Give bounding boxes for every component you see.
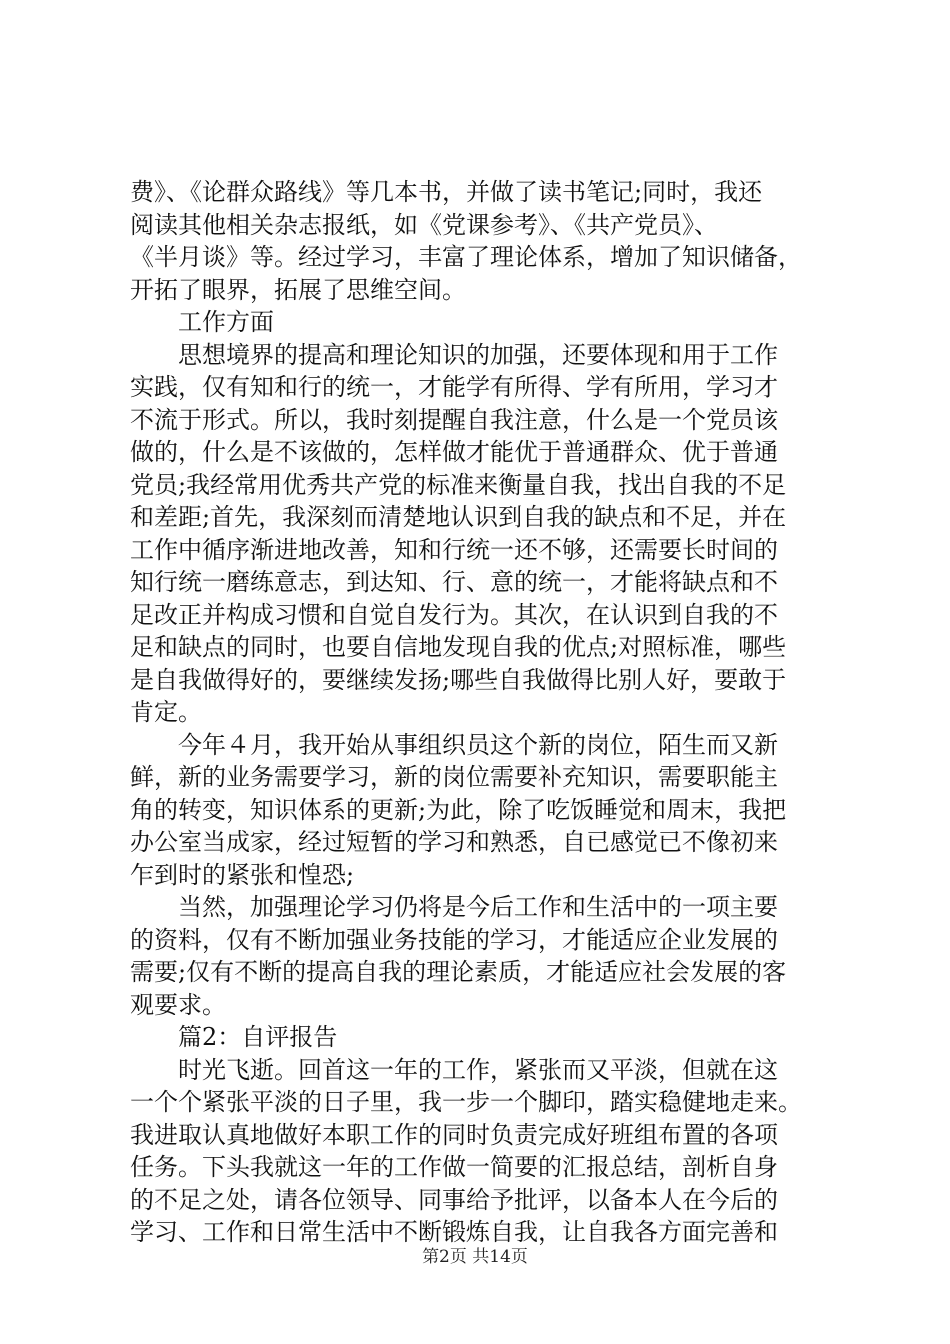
text-line: 鲜，新的业务需要学习，新的岗位需要补充知识，需要职能主 — [130, 763, 778, 791]
text-line: 不流于形式。所以，我时刻提醒自我注意，什么是一个党员该 — [130, 405, 778, 434]
text-line: 一个个紧张平淡的日子里，我一步一个脚印，踏实稳健地走来。 — [130, 1088, 802, 1116]
document-body — [130, 176, 830, 1249]
text-line: 工作中循序渐进地改善，知和行统一还不够，还需要长时间的 — [130, 535, 778, 564]
text-line: 乍到时的紧张和惶恐; — [130, 860, 355, 889]
text-line: 今年４月，我开始从事组织员这个新的岗位，陌生而又新 — [178, 730, 778, 759]
page-footer: 第2页 共14页 — [422, 1247, 528, 1267]
text-line: 和差距;首先，我深刻而清楚地认识到自我的缺点和不足，并在 — [130, 503, 787, 531]
text-line: 当然，加强理论学习仍将是今后工作和生活中的一项主要 — [178, 893, 778, 921]
text-line: 学习、工作和日常生活中不断锻炼自我，让自我各方面完善和 — [130, 1218, 778, 1246]
text-line: 党员;我经常用优秀共产党的标准来衡量自我，找出自我的不足 — [130, 470, 787, 499]
text-line: 思想境界的提高和理论知识的加强，还要体现和用于工作 — [178, 340, 778, 369]
text-line: 工作方面 — [178, 308, 274, 336]
text-line: 的资料，仅有不断加强业务技能的学习，才能适应企业发展的 — [130, 925, 778, 954]
text-line: 我进取认真地做好本职工作的同时负责完成好班组布置的各项 — [130, 1120, 778, 1149]
text-line: 阅读其他相关杂志报纸，如《党课参考》、《共产党员》、 — [130, 210, 718, 239]
text-line: 肯定。 — [130, 698, 202, 726]
text-line: 任务。下头我就这一年的工作做一简要的汇报总结，剖析自身 — [130, 1153, 778, 1181]
text-line: 篇2：自评报告 — [178, 1023, 338, 1051]
text-line: 足改正并构成习惯和自觉自发行为。其次，在认识到自我的不 — [130, 600, 778, 629]
text-line: 观要求。 — [130, 990, 226, 1019]
text-line: 的不足之处，请各位领导、同事给予批评，以备本人在今后的 — [130, 1185, 778, 1214]
text-line: 时光飞逝。回首这一年的工作，紧张而又平淡，但就在这 — [178, 1055, 778, 1084]
text-line: 做的，什么是不该做的，怎样做才能优于普通群众、优于普通 — [130, 438, 778, 466]
text-line: 足和缺点的同时，也要自信地发现自我的优点;对照标准，哪些 — [130, 633, 787, 661]
text-line: 需要;仅有不断的提高自我的理论素质，才能适应社会发展的客 — [130, 958, 787, 986]
text-line: 角的转变，知识体系的更新;为此，除了吃饭睡觉和周末，我把 — [130, 795, 787, 824]
text-line: 《半月谈》等。经过学习，丰富了理论体系，增加了知识储备， — [130, 243, 802, 271]
text-line: 实践，仅有知和行的统一，才能学有所得、学有所用，学习才 — [130, 373, 778, 401]
text-line: 知行统一磨练意志，到达知、行、意的统一，才能将缺点和不 — [130, 568, 778, 596]
text-line: 办公室当成家，经过短暂的学习和熟悉，自已感觉已不像初来 — [130, 828, 778, 856]
text-line: 费》、《论群众路线》等几本书，并做了读书笔记;同时，我还 — [130, 178, 763, 206]
text-line: 开拓了眼界，拓展了思维空间。 — [130, 275, 466, 304]
text-line: 是自我做得好的，要继续发扬;哪些自我做得比别人好，要敢于 — [130, 665, 787, 694]
